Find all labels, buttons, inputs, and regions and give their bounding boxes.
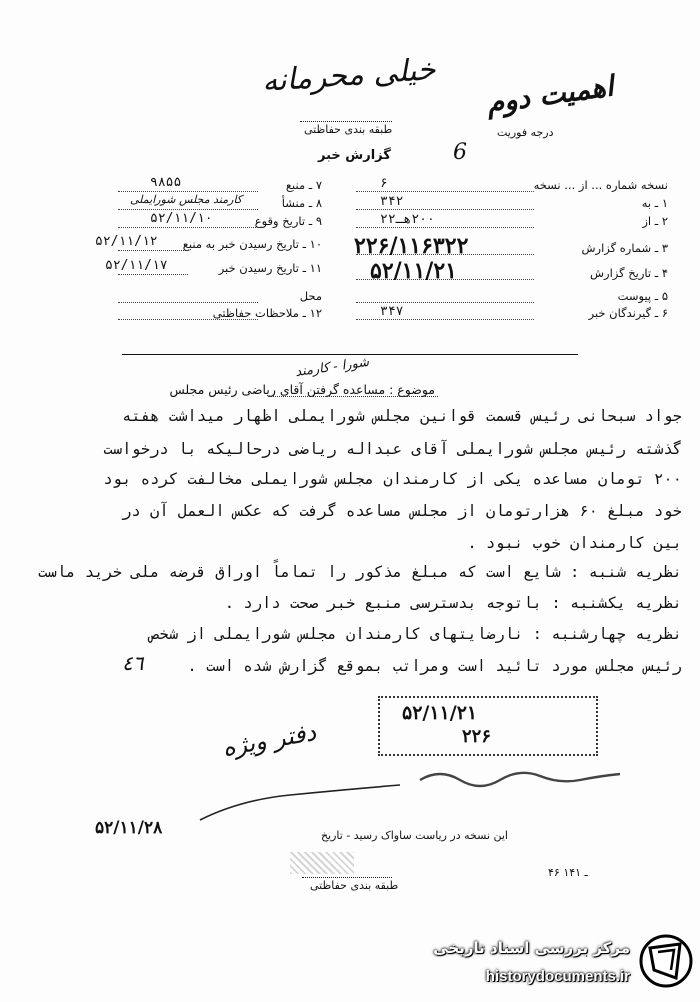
body-line: نظریه شنبه : شایع است که مبلغ مذکور را تماماً اوراق قرضه ملی خرید ماست [38,563,682,581]
field-right-label: ۶ ـ گیرندگان خبر [588,306,668,320]
field-right-label: ۱ ـ به [641,196,668,210]
document-title: گزارش خبر [318,148,391,163]
subject-handwritten-note: شورا - کارمند [294,354,370,381]
subject-line: موضوع : مساعده گرفتن آقای ریاضی رئیس مجلس [169,382,435,397]
receipt-stamp [378,696,598,756]
field-left-dotted-line [118,227,258,228]
field-left-dotted-line [118,250,188,251]
field-left-value: ۵۲/۱۱/۱۷ [105,258,168,273]
archive-logo-icon [638,930,694,992]
field-left-label: محل [299,289,322,303]
subject-underline [268,396,438,397]
field-right-value: ۲۲۶/۱۱۶۳۲۲ [354,233,469,259]
copy-number-handwritten: 6 [453,140,467,165]
field-right-value: ۳۴۷ [380,304,404,319]
field-right-value: ۵۲/۱۱/۲۱ [370,258,457,284]
field-right-value: ۶ [380,176,388,191]
handwritten-signature: دفتر ویژه [220,718,319,762]
watermark-url: historydocuments.ir [485,968,630,985]
signature-stroke [180,760,650,830]
body-signature-mark: ٤٦ [122,651,144,675]
archive-watermark [398,924,700,1002]
body-line: ۲۰۰ تومان مساعده یکی از کارمندان مجلس شورایملی مخالفت کرده بود [103,470,682,488]
field-left-value: ۵۲/۱۱/۱۰ [150,211,213,226]
classification-label-top: طبقه بندی حفاظتی [304,123,393,136]
field-left-value: ۵۲/۱۱/۱۲ [95,234,158,249]
field-right-dotted-line [356,227,534,228]
field-right-label: ۳ ـ شماره گزارش [581,241,668,255]
stamp-number: ۲۲۶ [462,726,492,747]
field-right-dotted-line [356,209,534,210]
body-line: نظریه چهارشنبه : نارضایتهای کارمندان مجلس شورایملی از شخص [150,625,682,643]
field-right-label: ۵ ـ پیوست [617,289,668,303]
top-secret-handwritten: خیلی محرمانه [260,51,437,100]
field-left-dotted-line [118,319,258,320]
field-left-value: ۹۸۵۵ [150,175,182,190]
classification-line-bottom [302,877,392,878]
watermark-title: مرکز بررسی اسناد تاریخی [433,939,630,957]
body-line: جواد سبحانی رئیس قسمت قوانین مجلس شورایملی اظهار میداشت هفته [122,407,682,425]
field-right-value: ۳۴۲ [380,194,404,209]
field-right-label: نسخه شماره ... از ... نسخه [533,178,668,192]
received-date: ۵۲/۱۱/۲۸ [95,818,163,838]
received-text: این نسخه در ریاست ساواک رسید - تاریخ [320,829,508,842]
field-left-label: ۹ ـ تاریخ وقوع [254,214,322,228]
field-left-label: ۷ ـ منبع [285,178,322,192]
field-right-dotted-line [356,191,534,192]
stamp-date: ۵۲/۱۱/۲۱ [402,702,478,724]
field-left-label: ۱۲ ـ ملاحظات حفاظتی [212,306,322,320]
field-left-value: کارمند مجلس شورایملی [130,193,243,206]
field-left-dotted-line [118,209,258,210]
field-left-label: ۱۱ ـ تاریخ رسیدن خبر [218,261,322,275]
field-left-dotted-line [118,191,258,192]
field-left-dotted-line [118,302,258,303]
classification-label-bottom: طبقه بندی حفاظتی [310,879,399,892]
priority-handwritten: اهمیت دوم [484,69,616,120]
field-left-label: ۸ ـ منشأ [281,196,322,210]
body-line: خود مبلغ ۶۰ هزارتومان از مجلس مساعده گرفت که عکس العمل آن در [122,502,682,520]
priority-label: درجه فوریت [497,126,554,139]
faint-stamp [290,852,354,874]
field-left-label: ۱۰ ـ تاریخ رسیدن خبر به منبع [182,237,322,251]
field-left-dotted-line [118,274,188,275]
field-right-label: ۲ ـ از [642,214,668,228]
page-code: ۴۶ ـ ۱۴۱ [548,866,588,879]
header-separator [122,354,578,355]
body-line: بین کارمندان خوب نبود . [467,534,682,552]
body-line: رئیس مجلس مورد تائید است ومراتب بموقع گزارش شده است . [187,657,682,675]
field-right-value: ۲۰۰هـ۲۲ [380,212,435,227]
body-line: نظریه یکشنبه : باتوجه بدسترسی منبع خبر صحت دارد . [224,594,682,612]
field-right-label: ۴ ـ تاریخ گزارش [589,266,668,280]
field-right-dotted-line [356,302,534,303]
classification-line [300,121,392,122]
field-right-dotted-line [356,319,534,320]
body-line: گذشته رئیس مجلس شورایملی آقای عبداله ریاضی درحالیکه با درخواست [103,440,682,458]
